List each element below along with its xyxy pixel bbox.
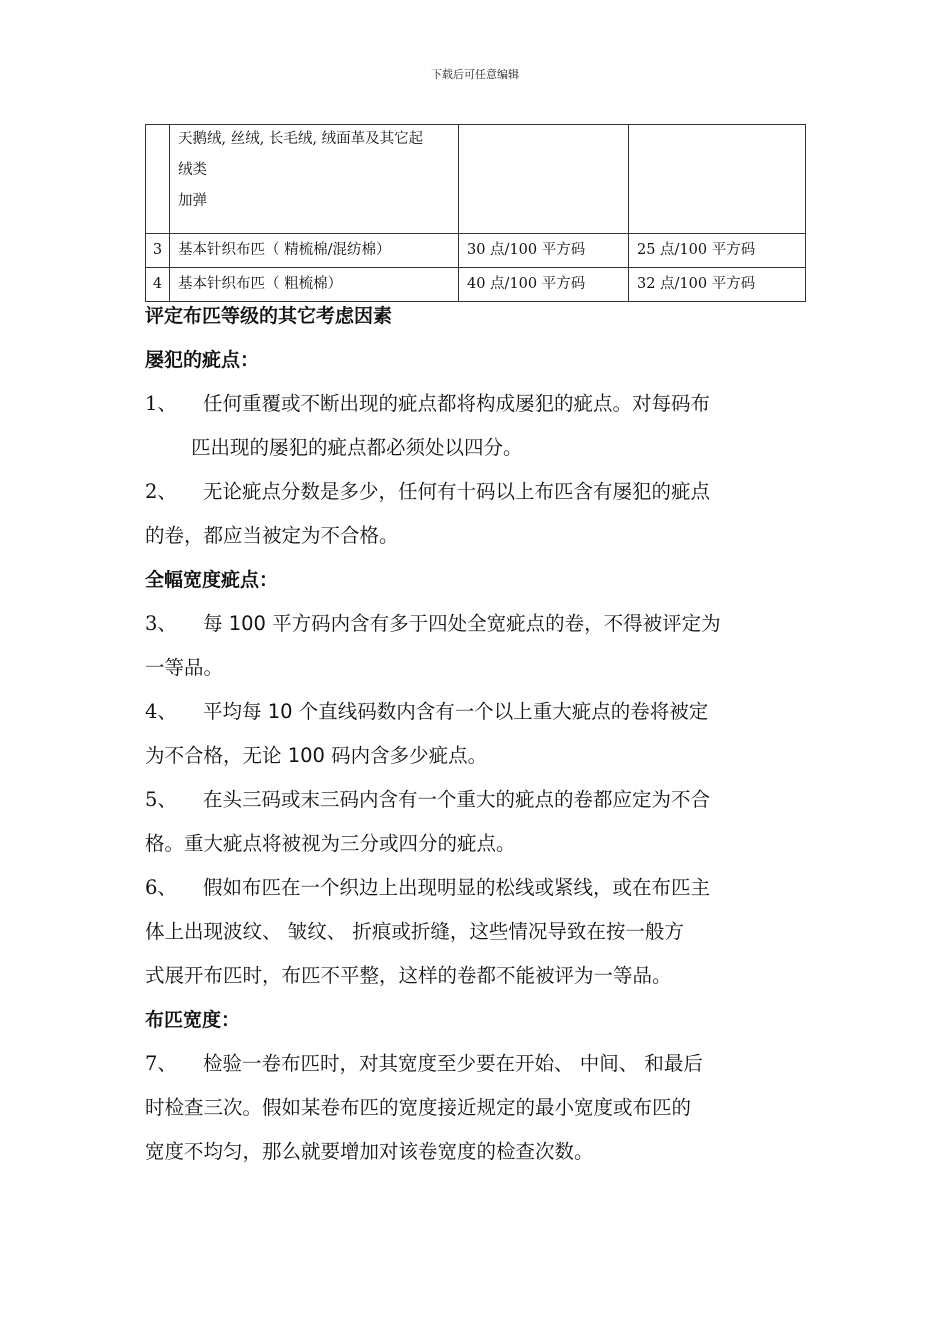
list-item — [145, 382, 810, 470]
list-item — [145, 690, 810, 778]
item-line: 一等品。 — [145, 656, 224, 679]
table-row — [146, 125, 806, 234]
table-cell-col3: 30 点/100 平方码 — [459, 234, 629, 268]
grading-table — [145, 124, 806, 302]
item-line: 无论疵点分数是多少，任何有十码以上布匹含有屡犯的疵点 — [203, 480, 711, 503]
table-cell-col3: 40 点/100 平方码 — [459, 268, 629, 302]
item-line: 在头三码或末三码内含有一个重大的疵点的卷都应定为不合 — [203, 788, 711, 811]
section-title-repeated-defects: 屡犯的疵点： — [145, 349, 260, 371]
item-line: 格。重大疵点将被视为三分或四分的疵点。 — [145, 832, 516, 855]
table-row — [146, 234, 806, 268]
table-cell-no — [146, 125, 170, 234]
table-cell-col4 — [629, 125, 806, 234]
item-line: 式展开布匹时，布匹不平整，这样的卷都不能被评为一等品。 — [145, 964, 672, 987]
table-cell-col3 — [459, 125, 629, 234]
item-line: 平均每 10 个直线码数内含有一个以上重大疵点的卷将被定 — [203, 700, 709, 723]
table-cell-col4: 32 点/100 平方码 — [629, 268, 806, 302]
item-line: 的卷，都应当被定为不合格。 — [145, 524, 399, 547]
item-line: 为不合格，无论 100 码内含多少疵点。 — [145, 744, 488, 767]
table-cell-no: 4 — [146, 268, 170, 302]
item-line: 体上出现波纹、 皱纹、 折痕或折缝，这些情况导致在按一般方 — [145, 920, 684, 943]
table-cell-col4: 25 点/100 平方码 — [629, 234, 806, 268]
item-index: 6、 — [145, 876, 177, 899]
list-item — [145, 1042, 810, 1174]
item-line: 检验一卷布匹时，对其宽度至少要在开始、 中间、 和最后 — [203, 1052, 703, 1075]
table-cell-name — [170, 125, 459, 234]
list-item — [145, 602, 810, 690]
section-title-main: 评定布匹等级的其它考虑因素 — [145, 305, 393, 327]
item-line: 任何重覆或不断出现的疵点都将构成屡犯的疵点。对每码布 — [203, 392, 711, 415]
item-index: 4、 — [145, 700, 177, 723]
item-index: 2、 — [145, 480, 177, 503]
list-item — [145, 470, 810, 558]
table-cell-name: 基本针织布匹（ 精梳棉/混纺棉） — [170, 234, 459, 268]
item-line: 匹出现的屡犯的疵点都必须处以四分。 — [191, 436, 523, 459]
item-index: 3、 — [145, 612, 177, 635]
page-header: 下载后可任意编辑 — [431, 68, 519, 81]
item-line: 每 100 平方码内含有多于四处全宽疵点的卷，不得被评定为 — [203, 612, 721, 635]
table-cell-name: 基本针织布匹（ 粗梳棉） — [170, 268, 459, 302]
item-index: 5、 — [145, 788, 177, 811]
list-item — [145, 866, 810, 998]
item-line: 宽度不均匀，那么就要增加对该卷宽度的检查次数。 — [145, 1140, 594, 1163]
item-index: 7、 — [145, 1052, 177, 1075]
cell-line: 绒类 — [178, 162, 207, 178]
list-item — [145, 778, 810, 866]
table-cell-no: 3 — [146, 234, 170, 268]
section-title-full-width: 全幅宽度疵点： — [145, 569, 279, 591]
item-line: 时检查三次。假如某卷布匹的宽度接近规定的最小宽度或布匹的 — [145, 1096, 692, 1119]
item-line: 假如布匹在一个织边上出现明显的松线或紧线，或在布匹主 — [203, 876, 711, 899]
cell-line: 加弹 — [178, 193, 207, 209]
body-content — [145, 294, 810, 1174]
cell-line: 天鹅绒, 丝绒, 长毛绒, 绒面革及其它起 — [178, 131, 424, 147]
item-index: 1、 — [145, 392, 177, 415]
section-title-fabric-width: 布匹宽度： — [145, 1009, 241, 1031]
